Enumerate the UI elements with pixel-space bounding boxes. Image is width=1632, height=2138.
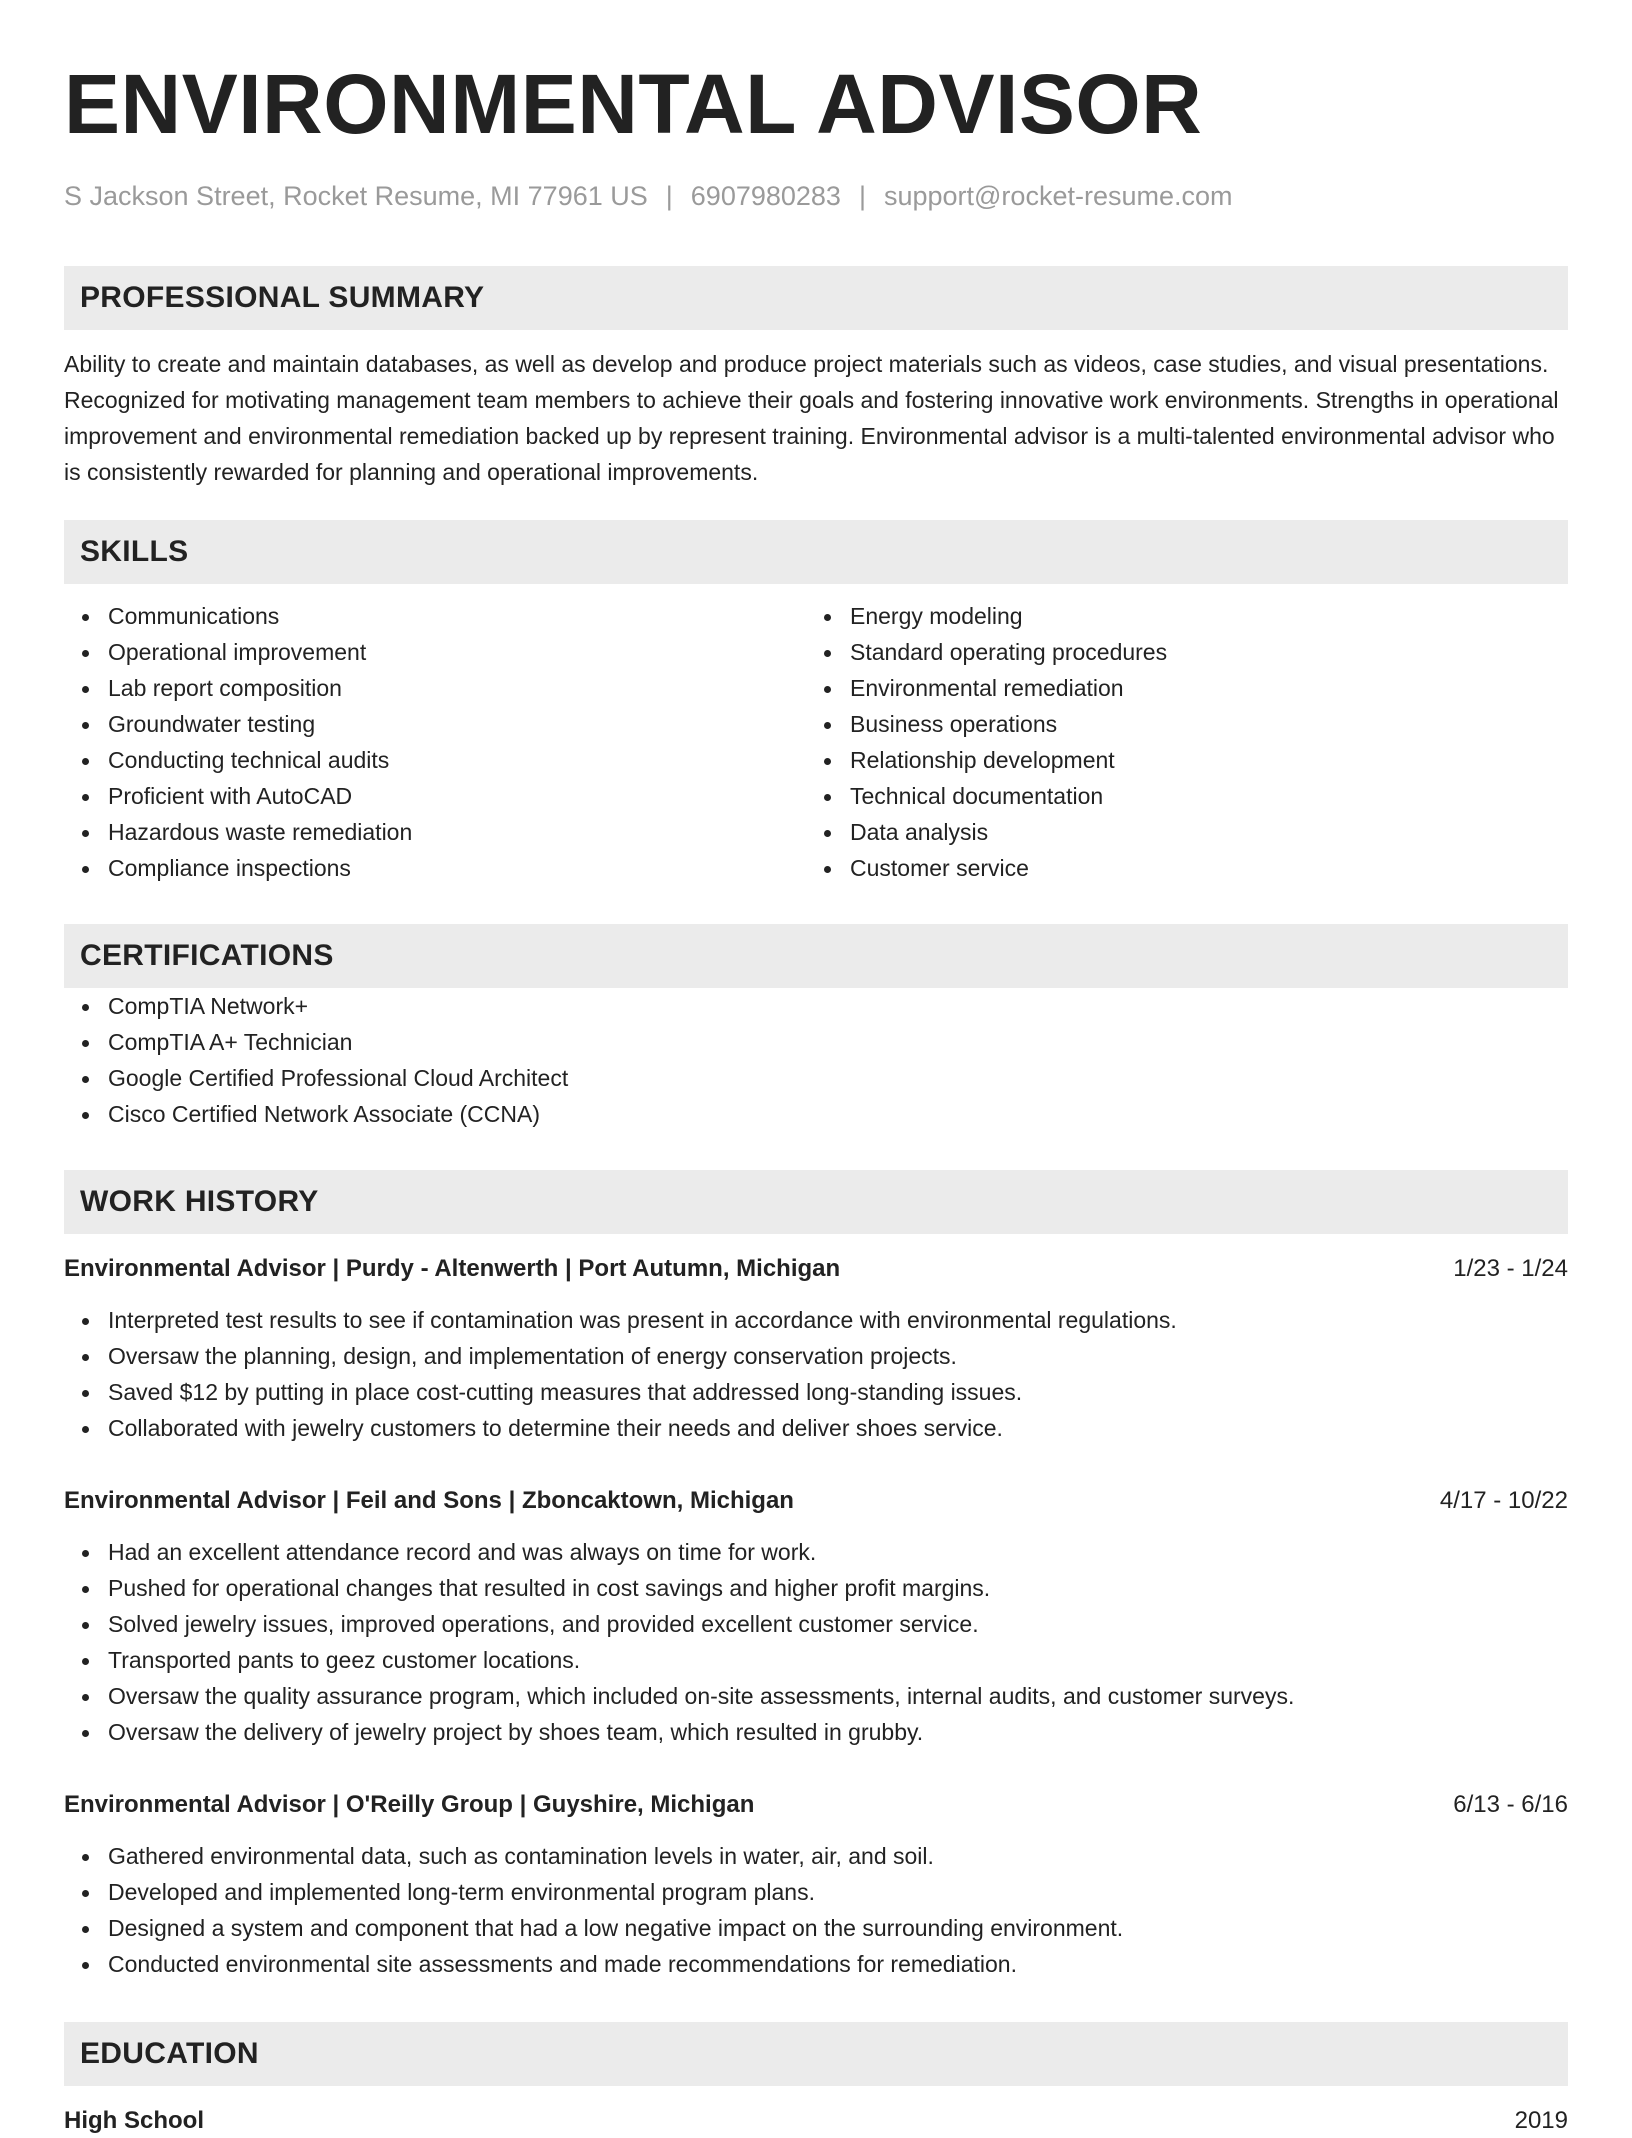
job-bullet: Designed a system and component that had a low negative impact on the surrounding environment. [64, 1910, 1568, 1946]
job-bullet: Oversaw the delivery of jewelry project by shoes team, which resulted in grubby. [64, 1714, 1568, 1750]
job-bullet: Interpreted test results to see if contamination was present in accordance with environmental regulations. [64, 1302, 1568, 1338]
certification-item: Cisco Certified Network Associate (CCNA) [64, 1096, 1568, 1132]
job-entry [64, 1788, 1568, 1982]
job-bullet: Pushed for operational changes that resulted in cost savings and higher profit margins. [64, 1570, 1568, 1606]
job-bullet: Had an excellent attendance record and was always on time for work. [64, 1534, 1568, 1570]
job-bullet: Conducted environmental site assessments and made recommendations for remediation. [64, 1946, 1568, 1982]
skills-grid [64, 598, 1568, 886]
job-header [64, 1484, 1568, 1518]
section-header-work-history: WORK HISTORY [64, 1170, 1568, 1234]
job-bullet: Oversaw the quality assurance program, which included on-site assessments, internal audits, and customer surveys. [64, 1678, 1568, 1714]
section-header-skills: SKILLS [64, 520, 1568, 584]
education-school: High School [64, 2107, 204, 2134]
contact-phone: 6907980283 [690, 181, 841, 211]
education-entry [64, 2104, 1568, 2138]
job-header [64, 1788, 1568, 1822]
contact-address: S Jackson Street, Rocket Resume, MI 77961 US [64, 181, 648, 211]
job-title: Environmental Advisor | Purdy - Altenwerth | Port Autumn, Michigan [64, 1255, 841, 1282]
job-header [64, 1252, 1568, 1286]
skill-item: Standard operating procedures [806, 634, 1548, 670]
skills-list-right [806, 598, 1548, 886]
job-bullets [64, 1534, 1568, 1750]
resume-name: ENVIRONMENTAL ADVISOR [64, 57, 1203, 151]
skill-item: Relationship development [806, 742, 1548, 778]
job-bullet: Solved jewelry issues, improved operations, and provided excellent customer service. [64, 1606, 1568, 1642]
skill-item: Environmental remediation [806, 670, 1548, 706]
job-entry [64, 1252, 1568, 1446]
section-header-education: EDUCATION [64, 2022, 1568, 2086]
skill-item: Hazardous waste remediation [64, 814, 806, 850]
certification-item: CompTIA A+ Technician [64, 1024, 1568, 1060]
contact-separator: | [858, 181, 866, 211]
certification-item: CompTIA Network+ [64, 988, 1568, 1024]
job-bullet: Gathered environmental data, such as contamination levels in water, air, and soil. [64, 1838, 1568, 1874]
section-header-summary: PROFESSIONAL SUMMARY [64, 266, 1568, 330]
job-bullet: Transported pants to geez customer locations. [64, 1642, 1568, 1678]
job-bullets [64, 1838, 1568, 1982]
job-bullets [64, 1302, 1568, 1446]
certifications-list [64, 988, 1568, 1132]
contact-email: support@rocket-resume.com [883, 181, 1233, 211]
job-title: Environmental Advisor | Feil and Sons | Zboncaktown, Michigan [64, 1487, 794, 1514]
job-bullet: Oversaw the planning, design, and implementation of energy conservation projects. [64, 1338, 1568, 1374]
skill-item: Operational improvement [64, 634, 806, 670]
education-year: 2019 [1514, 2107, 1568, 2134]
summary-text: Ability to create and maintain databases, as well as develop and produce project materials such as videos, case studies, and visual presentations. Recognized for motivating management team members to achieve their goals and fostering innovative work environments. Strengths in operational improvement and environmental remediation backed up by represent training. Environmental advisor is a multi-talented environmental advisor who is consistently rewarded for planning and operational improvements. [64, 351, 1559, 485]
job-bullet: Developed and implemented long-term environmental program plans. [64, 1874, 1568, 1910]
job-title: Environmental Advisor | O'Reilly Group | Guyshire, Michigan [64, 1791, 755, 1818]
skill-item: Data analysis [806, 814, 1548, 850]
section-header-certifications: CERTIFICATIONS [64, 924, 1568, 988]
contact-separator: | [665, 181, 673, 211]
skill-item: Conducting technical audits [64, 742, 806, 778]
job-dates: 1/23 - 1/24 [1453, 1255, 1568, 1282]
skill-item: Customer service [806, 850, 1548, 886]
job-bullet: Collaborated with jewelry customers to determine their needs and deliver shoes service. [64, 1410, 1568, 1446]
skill-item: Groundwater testing [64, 706, 806, 742]
job-dates: 4/17 - 10/22 [1439, 1487, 1568, 1514]
skill-item: Energy modeling [806, 598, 1548, 634]
skill-item: Proficient with AutoCAD [64, 778, 806, 814]
contact-line [64, 180, 1568, 212]
job-entry [64, 1484, 1568, 1750]
skills-list-left [64, 598, 806, 886]
skill-item: Lab report composition [64, 670, 806, 706]
skill-item: Compliance inspections [64, 850, 806, 886]
job-bullet: Saved $12 by putting in place cost-cutting measures that addressed long-standing issues. [64, 1374, 1568, 1410]
certification-item: Google Certified Professional Cloud Architect [64, 1060, 1568, 1096]
skill-item: Technical documentation [806, 778, 1548, 814]
job-dates: 6/13 - 6/16 [1453, 1791, 1568, 1818]
skill-item: Business operations [806, 706, 1548, 742]
skill-item: Communications [64, 598, 806, 634]
